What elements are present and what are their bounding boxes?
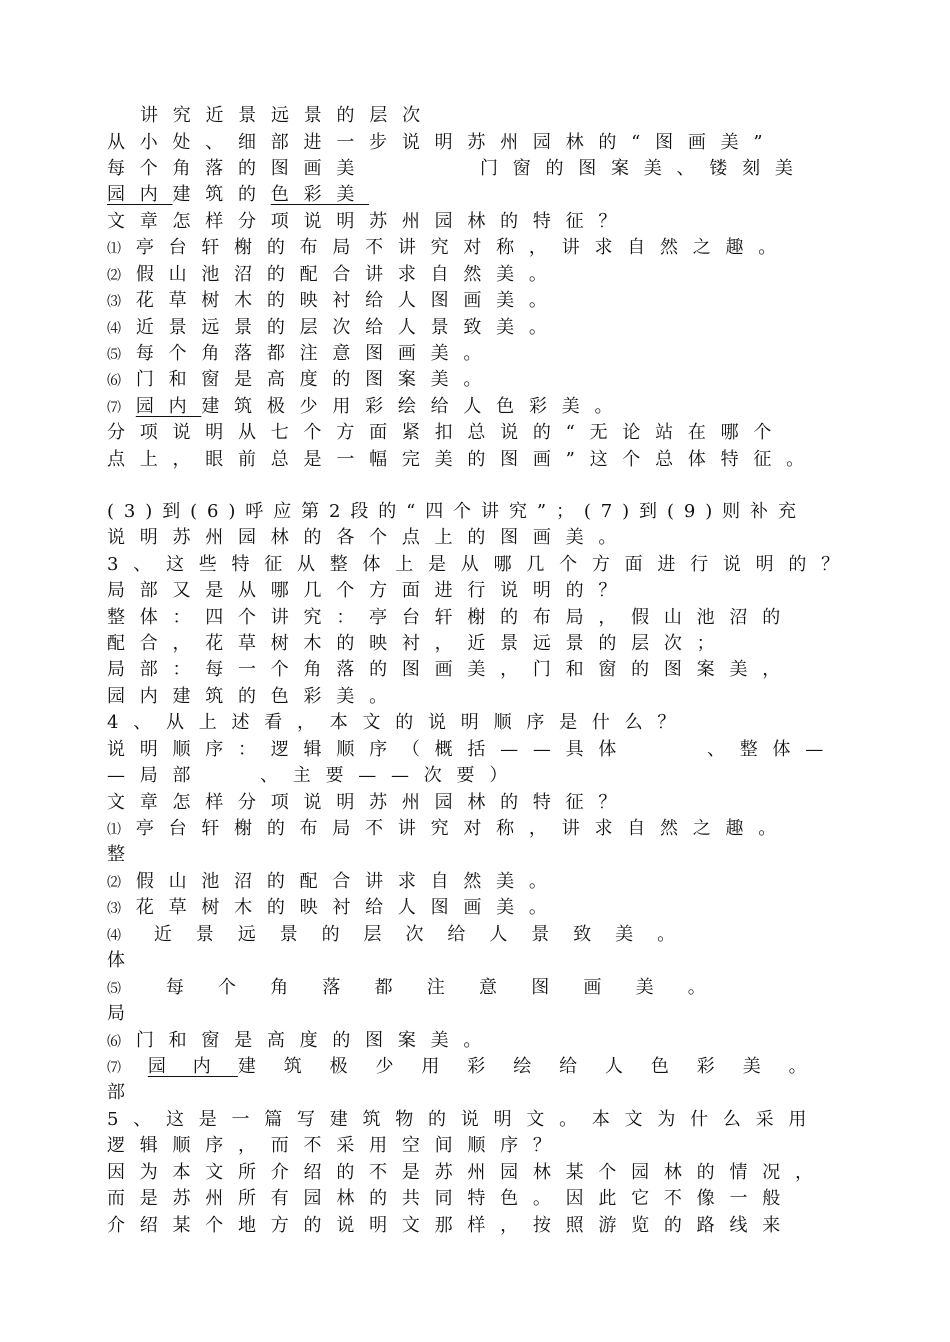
underlined-text: 园内 [107,184,173,205]
text-line: 局 [107,1003,125,1024]
list-item [107,1054,842,1080]
list-item [107,341,842,367]
text-line [107,763,842,789]
item-number: ⑶ [107,901,124,917]
item-text: 亭台轩榭的布局不讲究对称，讲求自然之趣。 [135,237,792,258]
item-text: 花草树木的映衬给人图画美。 [135,290,562,311]
item-number: ⑴ [107,241,124,257]
text-line: 说明苏州园林的各个点上的图画美。 [107,527,632,548]
item-text: 建筑极少用彩绘给人色彩美。 [237,1056,835,1077]
item-text: 建筑极少用彩绘给人色彩美。 [201,396,628,417]
text-segment: 、整体— [707,739,839,760]
text-line: 讲究近景远景的层次 [140,105,435,126]
list-item [107,975,842,1001]
item-text: 假山池沼的配合讲求自然美。 [135,871,562,892]
text-line: 体 [107,950,125,971]
list-item [107,895,842,921]
underlined-text: 园内 [135,396,202,417]
list-item [107,235,842,261]
item-number: ⑹ [107,1034,124,1050]
item-number: ⑸ [107,981,124,997]
item-number: ⑺ [107,400,124,416]
text-segment: —局部 [107,765,206,786]
text-line: 点上，眼前总是一幅完美的图画”这个总体特征。 [107,449,819,470]
list-item [107,869,842,895]
item-number: ⑷ [107,321,124,337]
text-line [107,156,842,182]
text-segment: 每个角落的图画美 [107,158,370,179]
item-number: ⑶ [107,294,124,310]
text-line: 3、这些特征从整体上是从哪几个方面进行说明的？ [107,554,854,575]
text-segment: 建筑的 [172,184,271,205]
text-line: 部 [107,1082,125,1103]
underlined-text: 色彩美 [270,184,370,205]
text-line: 从小处、细部进一步说明苏州园林的“图画美” [107,132,778,153]
list-item [107,922,842,948]
text-segment: 、主要——次要） [260,765,523,786]
text-line: 5、这是一篇写建筑物的说明文。本文为什么采用 [107,1109,822,1130]
list-item [107,394,842,420]
text-line: 4、从上述看，本文的说明顺序是什么？ [107,712,691,733]
item-number: ⑵ [107,268,124,284]
text-line: 局部又是从哪几个方面进行说明的？ [107,580,632,601]
item-text: 门和窗是高度的图案美。 [135,1030,497,1051]
list-item [107,1028,842,1054]
text-line: 整 [107,844,125,865]
text-line [107,182,842,208]
text-line: 分项说明从七个方面紧扣总说的“无论站在哪个 [107,422,787,443]
text-line: 文章怎样分项说明苏州园林的特征？ [107,792,632,813]
text-segment: 门窗的图案美、镂刻美 [480,158,808,179]
text-line: 文章怎样分项说明苏州园林的特征？ [107,211,632,232]
text-line: (3)到(6)呼应第2段的“四个讲究”；(7)到(9)则补充 [107,501,806,522]
item-text: 花草树木的映衬给人图画美。 [135,897,562,918]
item-number: ⑷ [107,928,124,944]
item-text: 每个角落都注意图画美。 [135,343,497,364]
text-line [107,737,842,763]
item-text: 门和窗是高度的图案美。 [135,369,497,390]
list-item [107,315,842,341]
item-number: ⑸ [107,347,124,363]
list-item [107,262,842,288]
item-text: 亭台轩榭的布局不讲究对称，讲求自然之趣。 [135,818,792,839]
item-number: ⑴ [107,822,124,838]
text-line: 因为本文所介绍的不是苏州园林某个园林的情况， [107,1162,828,1183]
item-number: ⑺ [107,1060,124,1076]
item-text: 每个角落都注意图画美。 [165,977,741,998]
text-line: 园内建筑的色彩美。 [107,686,402,707]
list-item [107,367,842,393]
item-text: 假山池沼的配合讲求自然美。 [135,264,562,285]
text-line: 逻辑顺序，而不采用空间顺序？ [107,1135,566,1156]
text-line: 介绍某个地方的说明文那样，按照游览的路线来 [107,1215,795,1236]
text-line: 而是苏州所有园林的共同特色。因此它不像一般 [107,1188,795,1209]
item-text: 近景远景的层次给人景致美。 [153,924,700,945]
underlined-text: 园内 [147,1056,238,1077]
list-item [107,816,842,842]
text-line: 配合，花草树木的映衬，近景远景的层次； [107,633,730,654]
text-line: 局部：每一个角落的图画美，门和窗的图案美， [107,659,795,680]
text-line: 整体：四个讲究：亭台轩榭的布局，假山池沼的 [107,607,795,628]
list-item [107,288,842,314]
text-segment: 说明顺序：逻辑顺序（概括——具体 [107,739,632,760]
item-text: 近景远景的层次给人景致美。 [135,317,562,338]
item-number: ⑹ [107,373,124,389]
item-number: ⑵ [107,875,124,891]
